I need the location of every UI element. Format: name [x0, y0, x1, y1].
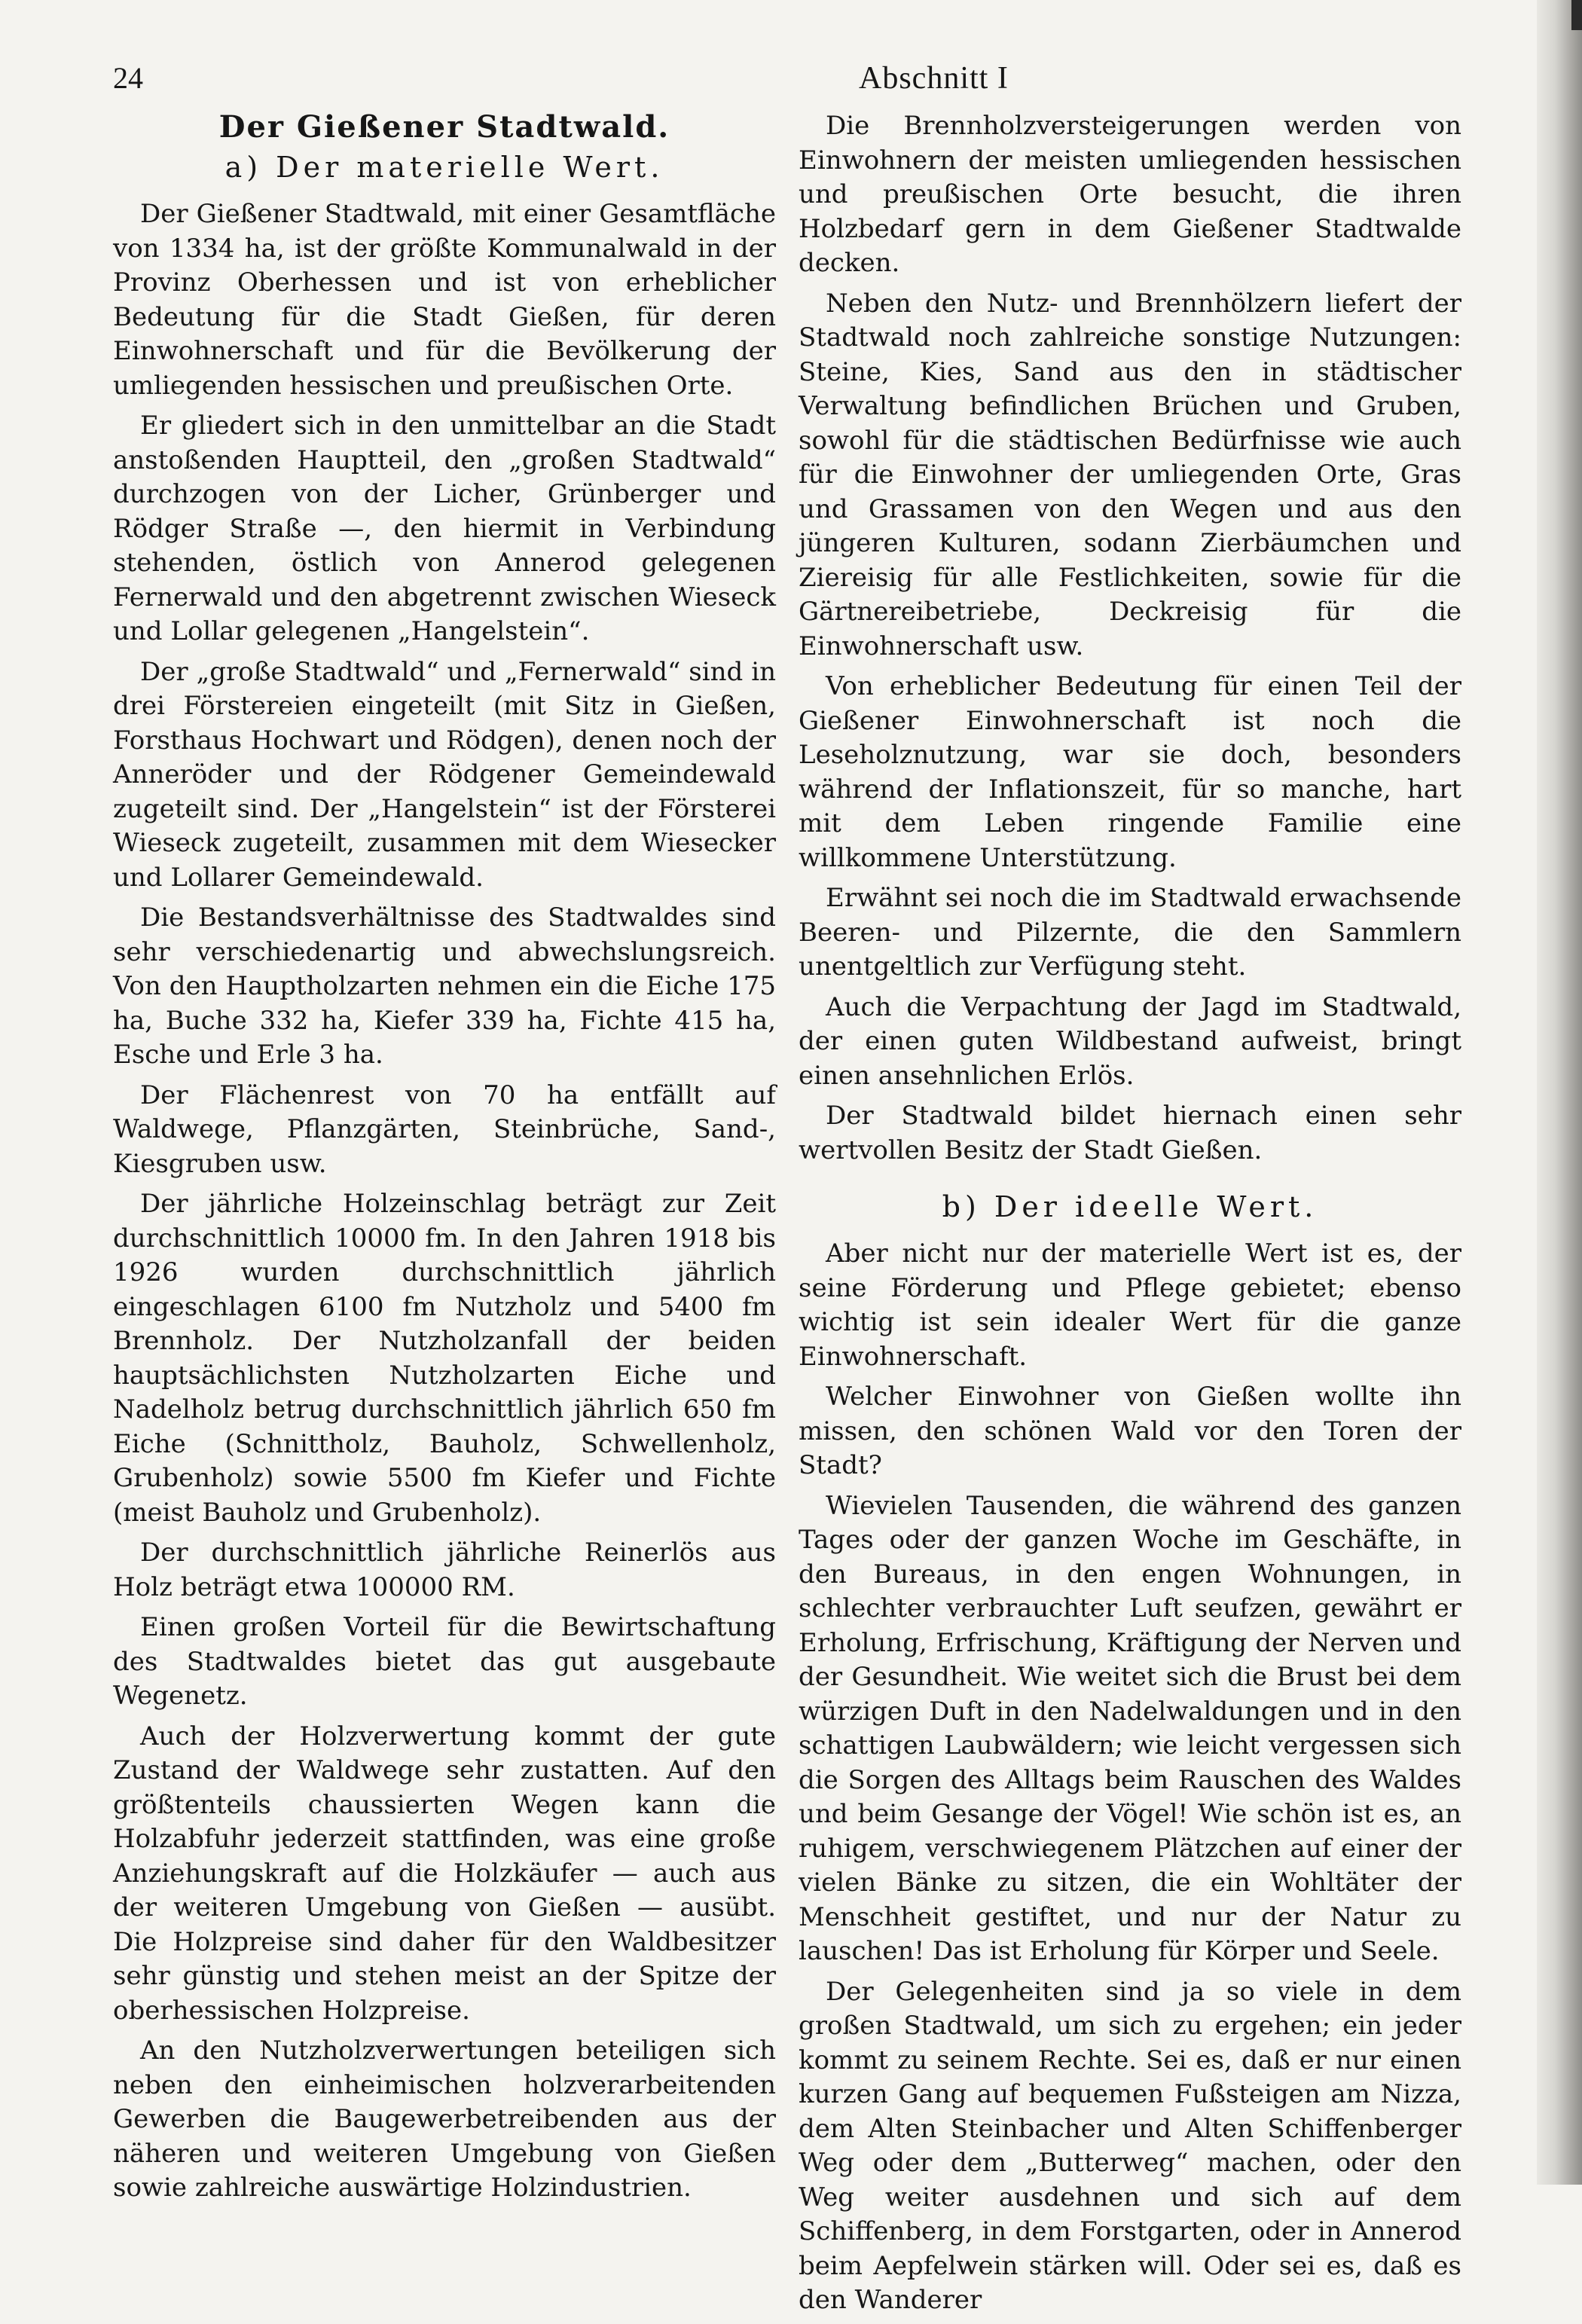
paragraph: Einen großen Vorteil für die Bewirtschaftung des Stadtwaldes bietet das gut ausgebaute Wegenetz.: [113, 1612, 776, 1711]
paragraph: An den Nutzholzverwertungen beteiligen sich neben den einheimischen holzverarbeitenden Gewerben die Baugewerbetreibenden aus der näheren und weiteren Umgebung von Gießen sowie zahlreiche auswärtige Holzindustrien.: [113, 2035, 776, 2203]
right-column: [799, 109, 1461, 2324]
text-columns: [113, 109, 1461, 2315]
paragraph: Wievielen Tausenden, die während des ganzen Tages oder der ganzen Woche im Geschäfte, in den Bureaus, in den engen Wohnungen, in schlechter verbrauchter Luft seufzen, gewährt er Erholung, Erfrischung, Kräftigung der Nerven und der Gesundheit. Wie weitet sich die Brust bei dem würzigen Duft in den Nadelwaldungen und in den schattigen Laubwäldern; wie leicht vergessen sich die Sorgen des Alltags beim Rauschen des Waldes und beim Gesange der Vögel! Wie schön ist es, an ruhigem, verschwiegenem Plätzchen auf einer der vielen Bänke zu sitzen, die ein Wohltäter der Menschheit gestiftet, und nur der Natur zu lauschen! Das ist Erholung für Körper und Seele.: [799, 1490, 1461, 1966]
paragraph: Welcher Einwohner von Gießen wollte ihn missen, den schönen Wald vor den Toren der Stadt?: [799, 1382, 1461, 1480]
paragraph: Der durchschnittlich jährliche Reinerlös aus Holz beträgt etwa 100000 RM.: [113, 1538, 776, 1602]
paragraph: Die Bestandsverhältnisse des Stadtwaldes sind sehr verschiedenartig und abwechslungsreich. Von den Hauptholzarten nehmen ein die Eiche 175 ha, Buche 332 ha, Kiefer 339 ha, Fichte 415 ha, Esche und Erle 3 ha.: [113, 902, 776, 1070]
paragraph: Der „große Stadtwald“ und „Fernerwald“ sind in drei Förstereien eingeteilt (mit Sitz in Gießen, Forsthaus Hochwart und Rödgen), denen noch der Anneröder und der Rödgener Gemeindewald zugeteilt sind. Der „Hangelstein“ ist der Försterei Wieseck zugeteilt, zusammen mit dem Wiesecker und Lollarer Gemeindewald.: [113, 656, 776, 893]
paragraph: Auch die Verpachtung der Jagd im Stadtwald, der einen guten Wildbestand aufweist, bringt einen ansehnlichen Erlös.: [799, 991, 1461, 1091]
section-label: Abschnitt I: [859, 61, 1009, 96]
page-edge-shadow: [1537, 0, 1582, 2185]
paragraph: Der Flächenrest von 70 ha entfällt auf Waldwege, Pflanzgärten, Steinbrüche, Sand-, Kiesgruben usw.: [113, 1080, 776, 1179]
paragraph: Der Gelegenheiten sind ja so viele in dem großen Stadtwald, um sich zu ergehen; ein jeder kommt zu seinem Rechte. Sei es, daß er nur einen kurzen Gang auf bequemen Fußsteigen am Nizza, dem Alten Steinbacher und Alten Schiffenberger Weg oder dem „Butterweg“ machen, oder den Weg weiter ausdehnen und sich auf dem Schiffenberg, in dem Forstgarten, oder in Annerod beim Aepfelwein stärken will. Oder sei es, daß es den Wanderer: [799, 1976, 1461, 2315]
paragraph: Der Gießener Stadtwald, mit einer Gesamtfläche von 1334 ha, ist der größte Kommunalwald in der Provinz Oberhessen und ist von erheblicher Bedeutung für die Stadt Gießen, für deren Einwohnerschaft und für die Bevölkerung der umliegenden hessischen und preußischen Orte.: [113, 199, 776, 401]
paragraph: Auch der Holzverwertung kommt der gute Zustand der Waldwege sehr zustatten. Auf den größtenteils chaussierten Wegen kann die Holzabfuhr jederzeit stattfinden, was eine große Anziehungskraft auf die Holzkäufer — auch aus der weiteren Umgebung von Gießen — ausübt. Die Holzpreise sind daher für den Waldbesitzer sehr günstig und stehen meist an der Spitze der oberhessischen Holzpreise.: [113, 1721, 776, 2026]
paragraph: Neben den Nutz- und Brennhölzern liefert der Stadtwald noch zahlreiche sonstige Nutzungen: Steine, Kies, Sand aus den in städtischer Verwaltung befindlichen Brüchen und Gruben, sowohl für die städtischen Bedürfnisse wie auch für die Einwohner der umliegenden Orte, Gras und Grassamen von den Wegen und aus den jüngeren Kulturen, sodann Zierbäumchen und Ziereisig für alle Festlichkeiten, sowie für die Gärtnereibetriebe, Deckreisig für die Einwohnerschaft usw.: [799, 288, 1461, 661]
running-head: [113, 60, 1461, 105]
left-column: [113, 109, 776, 2324]
paragraph: Erwähnt sei noch die im Stadtwald erwachsende Beeren- und Pilzernte, die den Sammlern unentgeltlich zur Verfügung steht.: [799, 883, 1461, 982]
page-number: 24: [113, 61, 143, 95]
paragraph: Er gliedert sich in den unmittelbar an die Stadt anstoßenden Hauptteil, den „großen Stadtwald“ durchzogen von der Licher, Grünberger und Rödger Straße —, den hiermit in Verbindung stehenden, östlich von Annerod gelegenen Fernerwald und den abgetrennt zwischen Wieseck und Lollar gelegenen „Hangelstein“.: [113, 411, 776, 646]
paragraph: Die Brennholzversteigerungen werden von Einwohnern der meisten umliegenden hessischen und preußischen Orte besucht, die ihren Holzbedarf gern in dem Gießener Stadtwalde decken.: [799, 111, 1461, 278]
paragraph: Aber nicht nur der materielle Wert ist es, der seine Förderung und Pflege gebietet; ebenso wichtig ist sein idealer Wert für die ganze Einwohnerschaft.: [799, 1238, 1461, 1372]
paragraph: Von erheblicher Bedeutung für einen Teil der Gießener Einwohnerschaft ist noch die Leseholznutzung, war sie doch, besonders während der Inflationszeit, für so manche, hart mit dem Leben ringende Familie eine willkommene Unterstützung.: [799, 671, 1461, 873]
section-a-heading: a) Der materielle Wert.: [224, 151, 664, 184]
paragraph: Der Stadtwald bildet hiernach einen sehr wertvollen Besitz der Stadt Gießen.: [799, 1101, 1461, 1165]
paragraph: Der jährliche Holzeinschlag beträgt zur Zeit durchschnittlich 10000 fm. In den Jahren 1918 bis 1926 wurden durchschnittlich jährlich eingeschlagen 6100 fm Nutzholz und 5400 fm Brennholz. Der Nutzholzanfall der beiden hauptsächlichsten Nutzholzarten Eiche und Nadelholz betrug durchschnittlich jährlich 650 fm Eiche (Schnittholz, Bauholz, Schwellenholz, Grubenholz) sowie 5500 fm Kiefer und Fichte (meist Bauholz und Grubenholz).: [113, 1189, 776, 1528]
article-title: Der Gießener Stadtwald.: [218, 109, 670, 145]
section-b-heading: b) Der ideelle Wert.: [942, 1190, 1318, 1223]
